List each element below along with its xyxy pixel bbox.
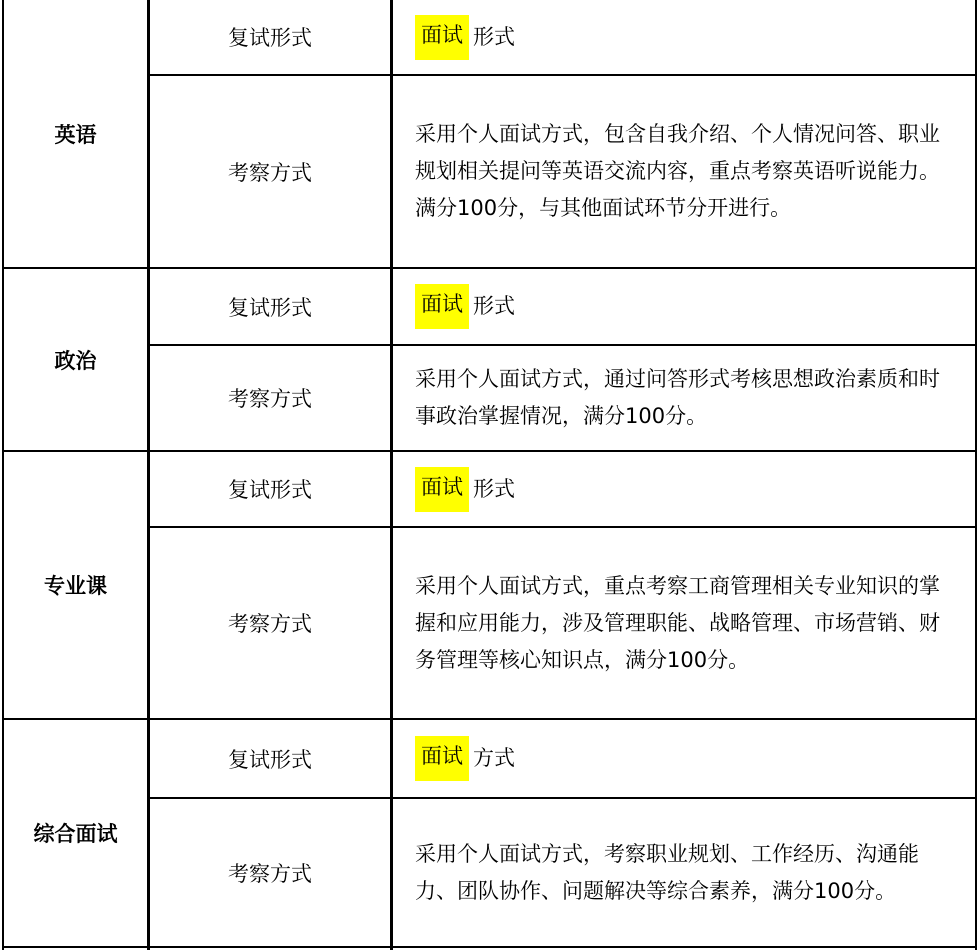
format-suffix: 形式	[473, 24, 515, 49]
format-value-cell	[393, 269, 975, 344]
category-label: 专业课	[44, 574, 107, 598]
category-label: 政治	[54, 348, 97, 373]
category-comprehensive-interview	[4, 720, 147, 946]
category-label: 英语	[54, 122, 97, 147]
highlighted-text: 面试	[415, 467, 469, 512]
category-label: 综合面试	[33, 822, 118, 846]
table-border-bottom	[2, 946, 977, 948]
method-value-cell	[393, 528, 975, 718]
format-suffix: 形式	[473, 294, 515, 318]
format-value-cell	[393, 452, 975, 526]
format-label-cell	[150, 0, 390, 74]
format-value-cell	[393, 0, 975, 74]
format-label-cell	[150, 452, 390, 526]
method-text: 采用个人面试方式，通过问答形式考核思想政治素质和时事政治掌握情况，满分100分。	[415, 367, 940, 428]
format-label: 复试形式	[228, 747, 312, 772]
method-text: 采用个人面试方式，包含自我介绍、个人情况问答、职业规划相关提问等英语交流内容，重点考察英语听说能力。满分100分，与其他面试环节分开进行。	[415, 122, 940, 220]
method-label-cell	[150, 799, 390, 946]
format-label: 复试形式	[228, 26, 312, 50]
table-border-right	[975, 0, 977, 950]
method-label: 考察方式	[228, 612, 312, 636]
highlighted-text: 面试	[415, 284, 469, 329]
method-value-cell	[393, 799, 975, 946]
method-label-cell	[150, 528, 390, 718]
format-label: 复试形式	[228, 478, 312, 502]
category-english	[4, 0, 147, 267]
format-suffix: 方式	[473, 746, 515, 770]
format-label-cell	[150, 269, 390, 344]
method-label: 考察方式	[228, 160, 312, 185]
format-suffix: 形式	[473, 476, 515, 501]
method-label: 考察方式	[228, 861, 312, 886]
highlighted-text: 面试	[415, 736, 469, 781]
highlighted-text: 面试	[415, 15, 469, 60]
format-label-cell	[150, 720, 390, 797]
method-text: 采用个人面试方式，重点考察工商管理相关专业知识的掌握和应用能力，涉及管理职能、战略管理、市场营销、财务管理等核心知识点，满分100分。	[415, 573, 940, 672]
method-label-cell	[150, 76, 390, 267]
method-value-cell	[393, 76, 975, 267]
method-label-cell	[150, 346, 390, 450]
category-major-course	[4, 452, 147, 718]
format-value-cell	[393, 720, 975, 797]
format-label: 复试形式	[228, 295, 312, 320]
method-value-cell	[393, 346, 975, 450]
method-label: 考察方式	[228, 387, 312, 411]
category-politics	[4, 269, 147, 450]
method-text: 采用个人面试方式，考察职业规划、工作经历、沟通能力、团队协作、问题解决等综合素养，满分100分。	[415, 841, 919, 903]
